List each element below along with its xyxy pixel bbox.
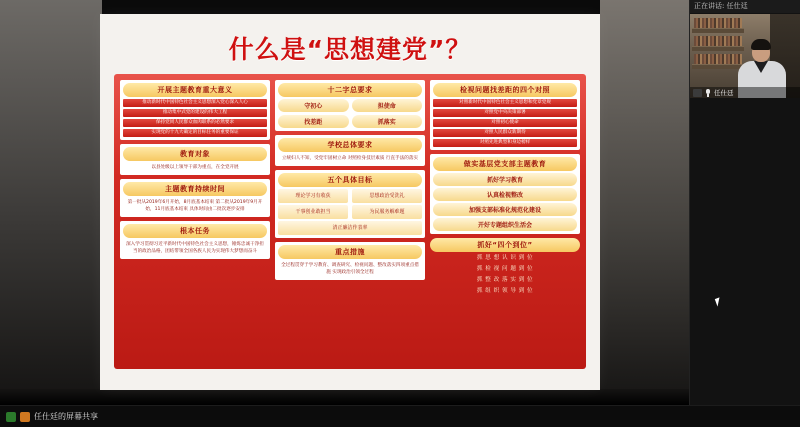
pill-item: 抓落实 xyxy=(352,115,423,128)
room-wall-right xyxy=(600,0,690,405)
pill-item: 开好专题组织生活会 xyxy=(433,218,577,231)
block-twelve-character-requirement xyxy=(275,80,425,131)
block-five-goals xyxy=(275,170,425,238)
pill-grid xyxy=(278,99,422,128)
card-item: 思想政治受洗礼 xyxy=(352,189,422,203)
block-paragraph: 第一批从2019年6月开始，8月底基本结束 第二批从2019年9月开始，11月底基本结束 具体时间由二批次逐步安排 xyxy=(127,200,263,212)
block-heading: 主题教育持续时间 xyxy=(123,182,267,196)
shelf xyxy=(692,28,744,33)
bar-item: 推动集中式党的建设的伟大工程 xyxy=(123,109,267,117)
share-status-text: 任仕廷的屏幕共享 xyxy=(34,412,98,421)
block-key-measures xyxy=(275,242,425,280)
slide-column-2 xyxy=(275,80,425,363)
bar-item: 对照初心使命 xyxy=(433,119,577,127)
room-wall-left xyxy=(0,0,102,405)
slide-column-3 xyxy=(430,80,580,363)
card-item: 清正廉洁作表率 xyxy=(278,221,422,235)
bookshelf-books xyxy=(694,36,742,46)
screen-share-icon[interactable] xyxy=(6,412,16,422)
block-heading: 学校总体要求 xyxy=(278,138,422,152)
block-heading: 十二字总要求 xyxy=(278,83,422,97)
line-item: 抓 整 改 落 实 到 位 xyxy=(476,277,534,283)
microphone-icon[interactable] xyxy=(20,412,30,422)
card-item: 干事创业敢担当 xyxy=(278,205,348,219)
block-paragraph: 以县处级以上领导干部为重点，在全党开展 xyxy=(151,165,239,170)
block-paragraph: 深入学习贯彻习近平新时代中国特色社会主义思想，锤炼忠诚干净担当的政治品格，团结带领全国各族人民为实现伟大梦想而奋斗 xyxy=(126,242,264,254)
block-heading: 五个具体目标 xyxy=(278,173,422,187)
pill-item: 守初心 xyxy=(278,99,349,112)
pill-item: 找差距 xyxy=(278,115,349,128)
block-four-comparisons xyxy=(430,80,580,150)
block-heading: 开展主题教育重大意义 xyxy=(123,83,267,97)
card-item: 为民服务解难题 xyxy=(352,205,422,219)
bar-item: 推动新时代中国特色社会主义思想深入党心深入人心 xyxy=(123,99,267,107)
pill-item: 担使命 xyxy=(352,99,423,112)
slide-column-1 xyxy=(120,80,270,363)
slide-body xyxy=(114,74,586,369)
bar-item: 对照人民群众新期待 xyxy=(433,129,577,137)
block-heading: 做实基层党支部主题教育 xyxy=(433,157,577,171)
block-fundamental-task xyxy=(120,221,270,259)
block-significance xyxy=(120,80,270,140)
participant-hair xyxy=(751,39,771,50)
block-heading: 抓好“四个到位” xyxy=(430,238,580,252)
block-paragraph: 立统妇人不知，受党牢固树立命 对照检身技层素质 行直手法的落实 xyxy=(281,156,419,161)
block-heading: 检视问题找差距的四个对照 xyxy=(433,83,577,97)
presentation-slide[interactable] xyxy=(100,14,600,390)
bar-item: 对照先进典型和身边榜样 xyxy=(433,139,577,147)
block-school-requirements xyxy=(275,135,425,166)
bar-item: 对照党中央决策部署 xyxy=(433,109,577,117)
card-grid xyxy=(278,189,422,219)
block-heading: 重点措施 xyxy=(278,245,422,259)
pill-item: 加强支部标准化规范化建设 xyxy=(433,203,577,216)
block-four-in-place xyxy=(430,238,580,296)
bookshelf-books xyxy=(694,18,742,28)
block-audience xyxy=(120,144,270,175)
block-branch-education xyxy=(430,154,580,234)
card-item: 理论学习有收获 xyxy=(278,189,348,203)
bar-item: 实现党的十九大确定的目标任务的重要保证 xyxy=(123,129,267,137)
line-item: 抓 思 想 认 识 到 位 xyxy=(476,255,534,261)
video-panel xyxy=(689,0,800,405)
bar-item: 对照新时代中国特色社会主义思想和党章党规 xyxy=(433,99,577,107)
pill-item: 认真检视整改 xyxy=(433,188,577,201)
slide-title: 什么是“思想建党”？ xyxy=(228,35,472,64)
block-heading: 根本任务 xyxy=(123,224,267,238)
video-tile[interactable] xyxy=(690,14,800,98)
bookshelf-books xyxy=(694,54,742,64)
line-item: 抓 检 视 问 题 到 位 xyxy=(476,266,534,272)
video-tile-footer xyxy=(690,87,800,98)
bar-item: 保持党同人民群众血肉联系的必然要求 xyxy=(123,119,267,127)
shelf xyxy=(692,46,744,51)
block-duration xyxy=(120,179,270,217)
camera-icon[interactable] xyxy=(693,89,702,97)
pill-item: 抓好学习教育 xyxy=(433,173,577,186)
microphone-icon[interactable] xyxy=(705,89,711,97)
shelf xyxy=(692,64,744,69)
participant-name: 任仕廷 xyxy=(714,89,734,97)
block-heading: 教育对象 xyxy=(123,147,267,161)
room-floor xyxy=(0,389,690,405)
block-paragraph: 全过程贯穿于学习教育、调查研究、检视问题、整改落实四项重点措施 实现政治引领全过程 xyxy=(281,263,419,275)
line-item: 抓 组 织 领 导 到 位 xyxy=(476,288,534,294)
active-speaker-label: 正在讲话: 任仕廷 xyxy=(690,0,800,13)
bottom-status-bar xyxy=(0,405,800,427)
